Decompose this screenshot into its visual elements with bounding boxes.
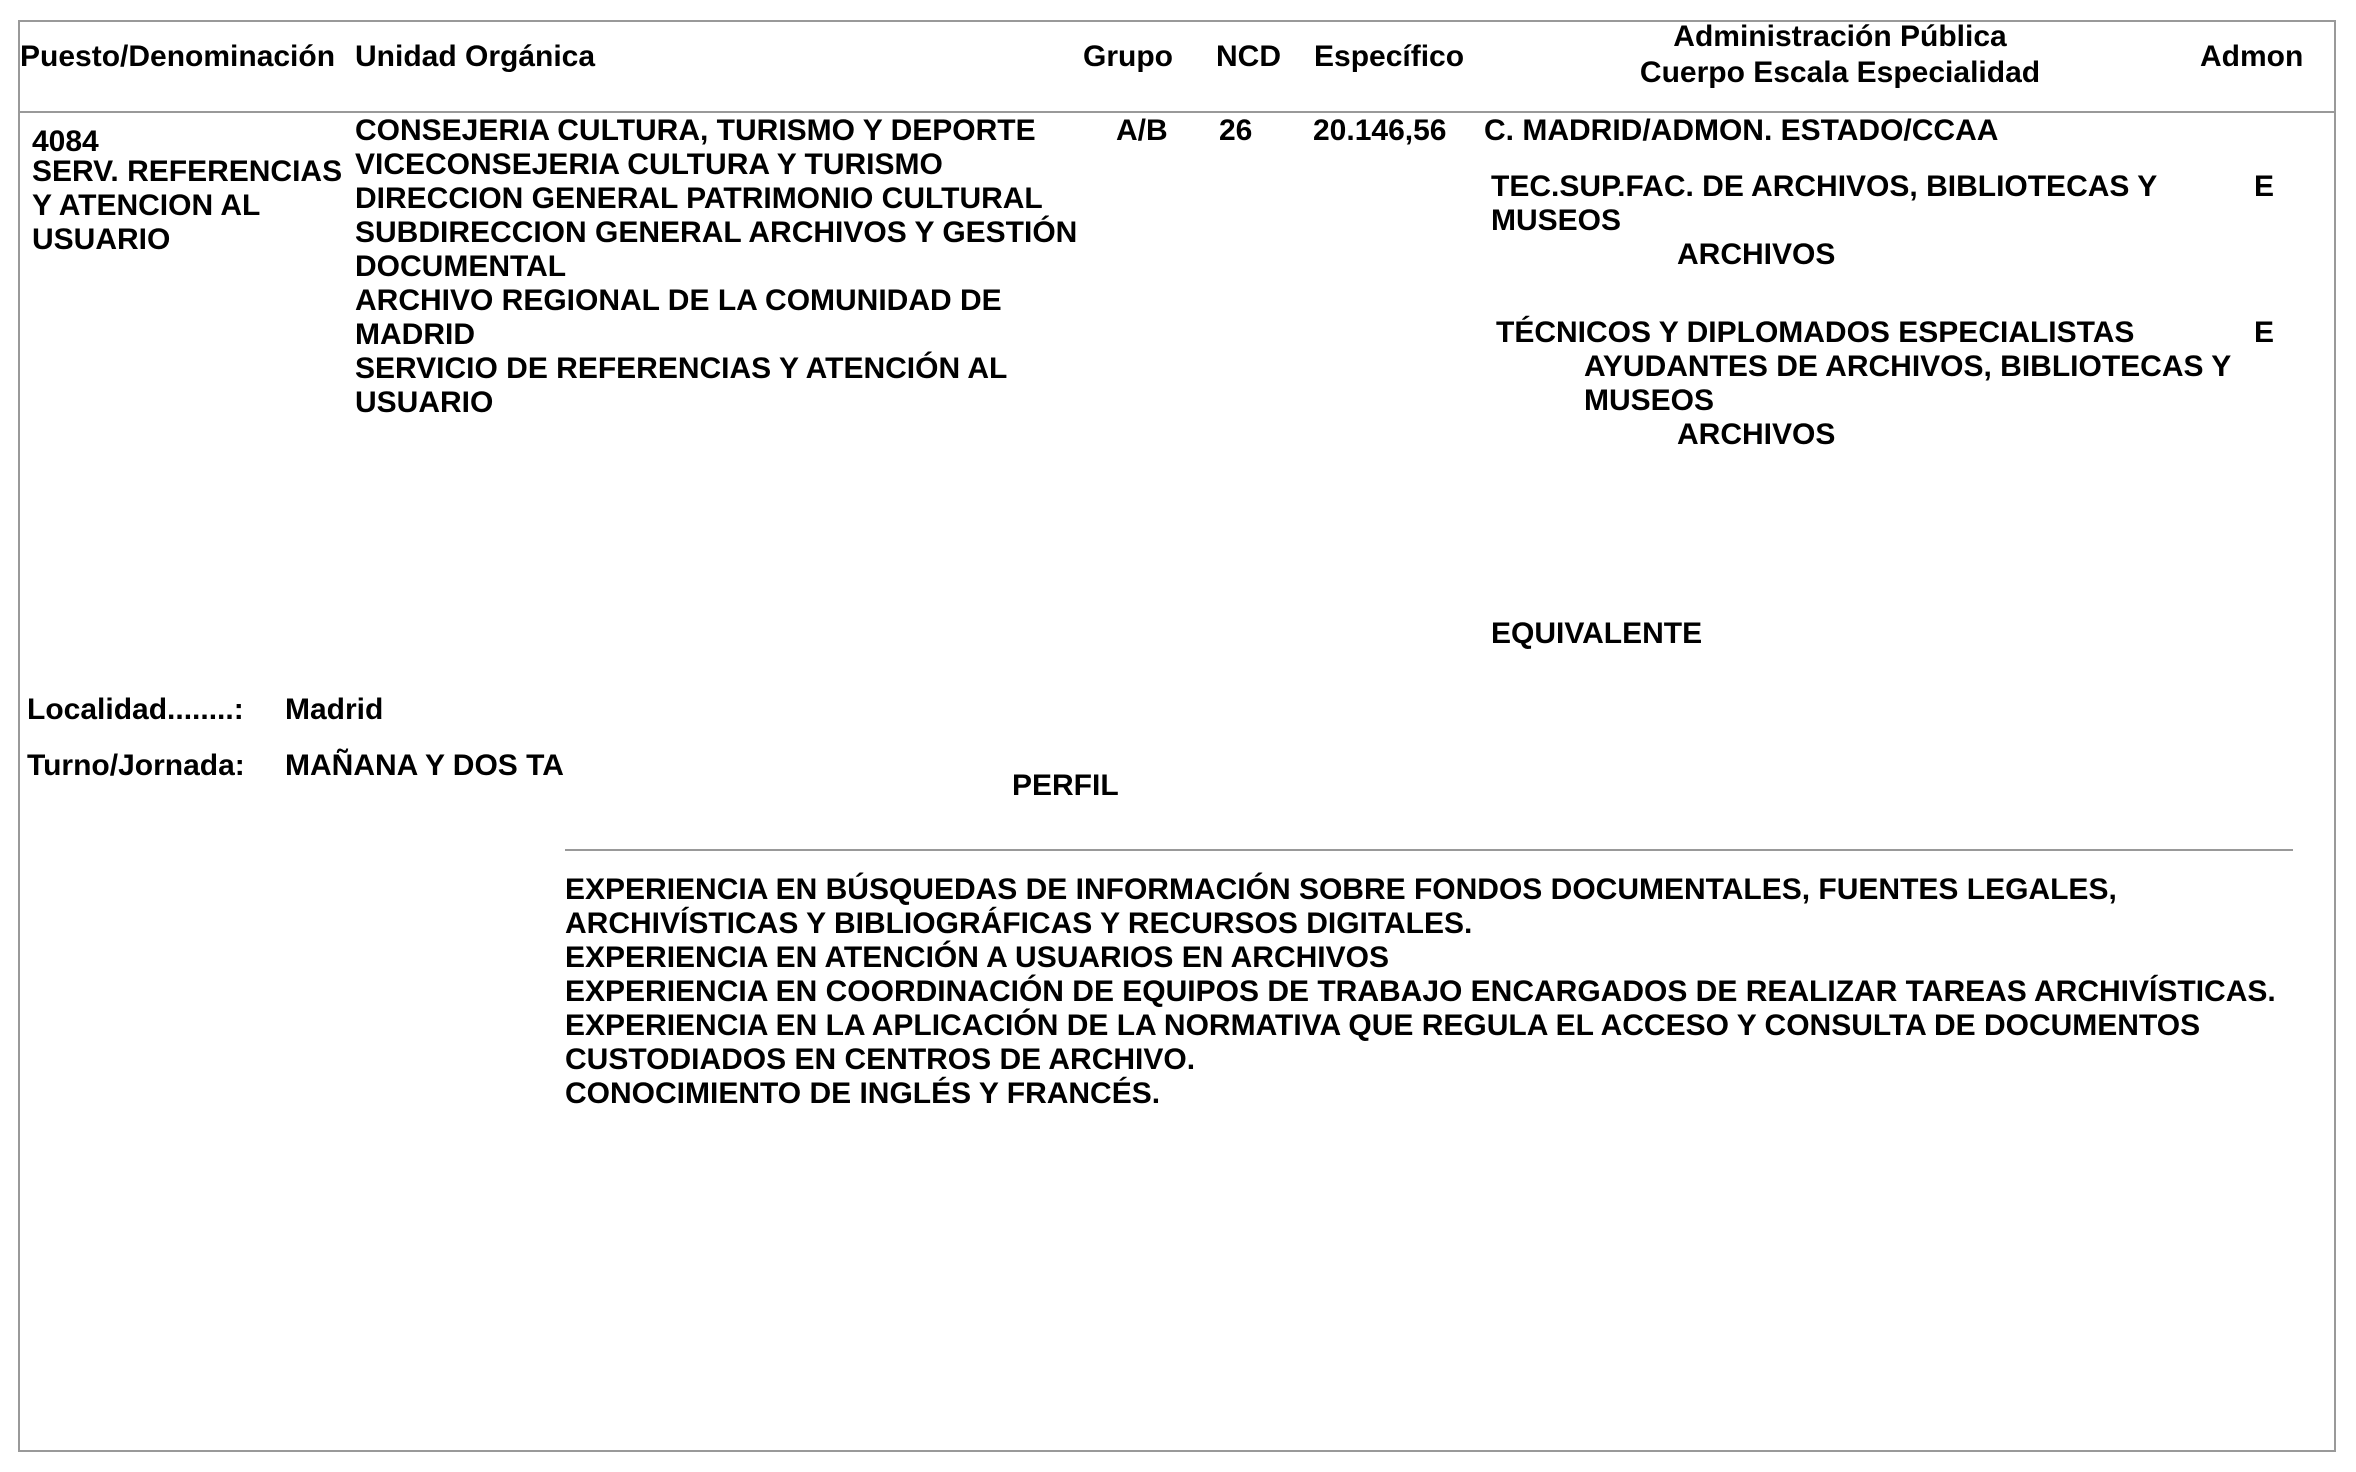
header-especifico: Específico	[1314, 40, 1465, 73]
cuerpo-1-line: TEC.SUP.FAC. DE ARCHIVOS, BIBLIOTECAS Y	[1491, 170, 2158, 203]
header-divider	[18, 111, 2336, 113]
puesto-codigo: 4084	[32, 125, 99, 158]
cuerpo-2: TÉCNICOS Y DIPLOMADOS ESPECIALISTAS	[1496, 316, 2135, 349]
turno-value: MAÑANA Y DOS TA	[285, 749, 564, 782]
localidad-value: Madrid	[285, 693, 384, 726]
admon-2: E	[2254, 316, 2275, 349]
unidad-organica-cell	[355, 114, 1077, 420]
unidad-line: SERVICIO DE REFERENCIAS Y ATENCIÓN AL	[355, 352, 1008, 385]
turno-label: Turno/Jornada:	[27, 749, 245, 782]
header-administracion: Administración Pública	[1673, 20, 2007, 53]
header-puesto: Puesto/Denominación	[20, 40, 336, 73]
especifico-value: 20.146,56	[1313, 114, 1447, 147]
perfil-divider	[565, 849, 2293, 851]
perfil-line: CONOCIMIENTO DE INGLÉS Y FRANCÉS.	[565, 1077, 1161, 1110]
unidad-line: SUBDIRECCION GENERAL ARCHIVOS Y GESTIÓN	[355, 216, 1078, 249]
header-cuerpo-escala: Cuerpo Escala Especialidad	[1639, 56, 2041, 89]
unidad-line: MADRID	[355, 318, 475, 351]
administracion-tipo: C. MADRID/ADMON. ESTADO/CCAA	[1484, 114, 1999, 147]
unidad-line: DIRECCION GENERAL PATRIMONIO CULTURAL	[355, 182, 1043, 215]
perfil-line: EXPERIENCIA EN COORDINACIÓN DE EQUIPOS DE TRABAJO ENCARGADOS DE REALIZAR TAREAS ARCHIVÍSTICAS.	[565, 975, 2276, 1008]
perfil-line: ARCHIVÍSTICAS Y BIBLIOGRÁFICAS Y RECURSOS DIGITALES.	[565, 907, 1473, 940]
equivalente-label: EQUIVALENTE	[1491, 617, 1703, 650]
especialidad-1: ARCHIVOS	[1677, 238, 1836, 271]
escala-2-line: AYUDANTES DE ARCHIVOS, BIBLIOTECAS Y	[1584, 350, 2232, 383]
header-admon: Admon	[2200, 40, 2304, 73]
perfil-line: EXPERIENCIA EN BÚSQUEDAS DE INFORMACIÓN SOBRE FONDOS DOCUMENTALES, FUENTES LEGALES,	[565, 873, 2117, 906]
unidad-line: ARCHIVO REGIONAL DE LA COMUNIDAD DE	[355, 284, 1002, 317]
admon-1: E	[2254, 170, 2275, 203]
unidad-line: CONSEJERIA CULTURA, TURISMO Y DEPORTE	[355, 114, 1036, 147]
header-unidad: Unidad Orgánica	[355, 40, 596, 73]
localidad-label: Localidad........:	[27, 693, 244, 726]
grupo-value: A/B	[1116, 114, 1168, 147]
perfil-line: EXPERIENCIA EN ATENCIÓN A USUARIOS EN ARCHIVOS	[565, 941, 1389, 974]
especialidad-2: ARCHIVOS	[1677, 418, 1836, 451]
puesto-denominacion-line: USUARIO	[32, 223, 171, 256]
cuerpo-1-line: MUSEOS	[1491, 204, 1622, 237]
cuerpo-1	[1491, 170, 2157, 238]
puesto-cell	[32, 125, 342, 257]
header-ncd: NCD	[1216, 40, 1281, 73]
header-grupo: Grupo	[1083, 40, 1173, 73]
perfil-title: PERFIL	[1012, 769, 1119, 802]
perfil-line: CUSTODIADOS EN CENTROS DE ARCHIVO.	[565, 1043, 1196, 1076]
unidad-line: USUARIO	[355, 386, 494, 419]
unidad-line: DOCUMENTAL	[355, 250, 567, 283]
escala-2	[1584, 350, 2231, 418]
escala-2-line: MUSEOS	[1584, 384, 1715, 417]
perfil-text	[565, 873, 2276, 1111]
ncd-value: 26	[1219, 114, 1253, 147]
puesto-denominacion-line: SERV. REFERENCIAS	[32, 155, 343, 188]
perfil-line: EXPERIENCIA EN LA APLICACIÓN DE LA NORMATIVA QUE REGULA EL ACCESO Y CONSULTA DE DOCUMENTOS	[565, 1009, 2201, 1042]
unidad-line: VICECONSEJERIA CULTURA Y TURISMO	[355, 148, 943, 181]
puesto-denominacion-line: Y ATENCION AL	[32, 189, 261, 222]
